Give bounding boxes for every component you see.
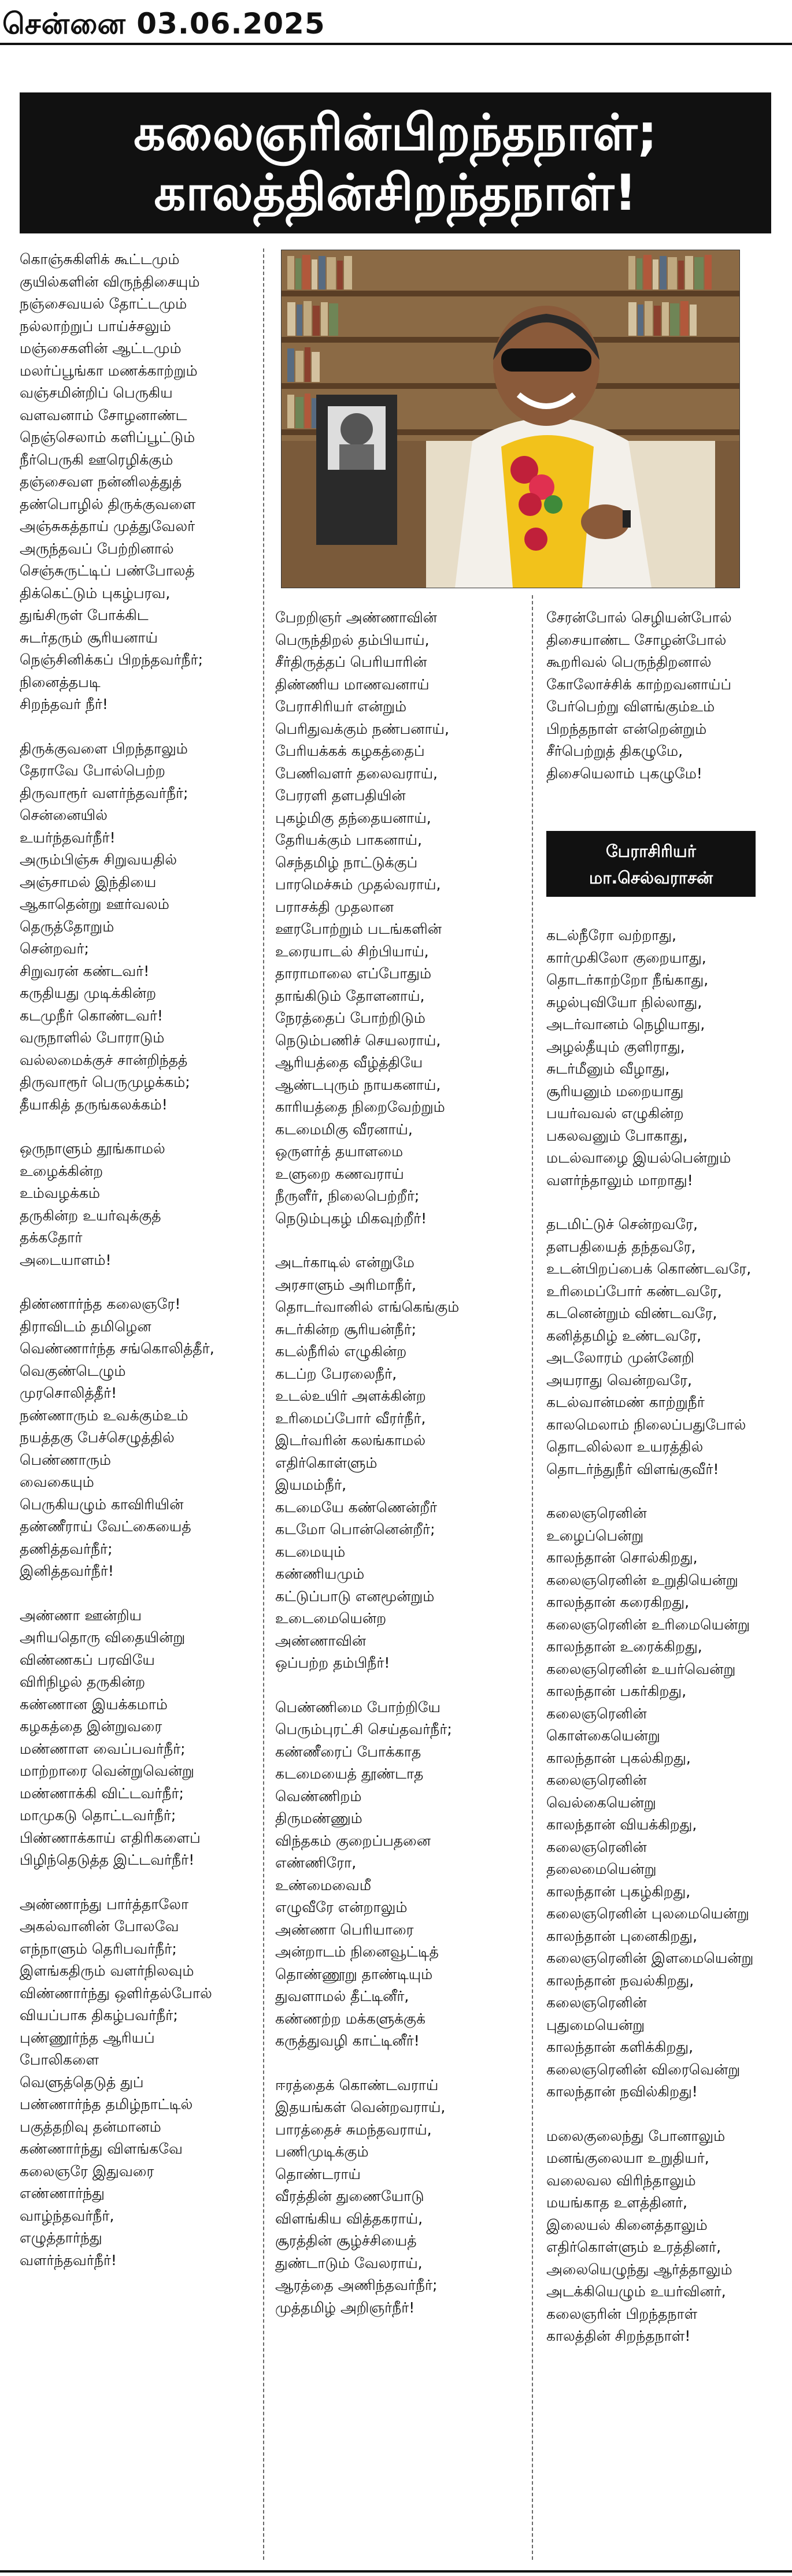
poem-line: நெஞ்செலாம் களிப்பூட்டும் xyxy=(20,429,195,446)
poem-line: மலர்ப்பூங்கா மணக்காற்றும் xyxy=(20,362,198,379)
poem-line: காலந்தான் நவல்கிறது, xyxy=(546,1972,694,1989)
poem-line: தாங்கிடும் தோளனாய், xyxy=(275,987,425,1004)
poem-line: அண்ணாவின் xyxy=(275,1632,367,1649)
poem-line: காலந்தான் புனைகிறது, xyxy=(546,1927,698,1944)
poem-line: பண்ணார்ந்த தமிழ்நாட்டில் xyxy=(20,2096,193,2113)
stanza xyxy=(20,1605,251,1872)
poem-line: உண்மைவைமீ xyxy=(275,1876,372,1894)
poem-line: பிண்ணாக்காய் எதிரிகளைப் xyxy=(20,1829,201,1846)
poem-line: எந்நாளும் தெரிபவர்நீர்; xyxy=(20,1940,177,1957)
stanza xyxy=(546,607,772,785)
poem-line: காலந்தான் வியக்கிறது, xyxy=(546,1816,697,1833)
poem-line: அடக்கியெழும் உயர்வினர், xyxy=(546,2283,726,2300)
poem-line: கலைஞரெனின் xyxy=(546,1705,647,1722)
poem-line: பேர்பெற்று விளங்கும்உம் xyxy=(546,698,715,715)
poem-line: பிறந்தநாள் என்றென்றும் xyxy=(546,720,707,737)
poem-line: தக்கதோர் xyxy=(20,1229,83,1246)
poem-line: கடல்நீரில் எழுகின்ற xyxy=(275,1343,407,1360)
stanza xyxy=(546,925,772,1192)
poem-line: கலைஞரெனின் புலமையென்று xyxy=(546,1905,749,1922)
stanza xyxy=(546,1502,772,2103)
poem-line: எண்ணிரோ, xyxy=(275,1854,357,1871)
poem-line: உயர்ந்தவர்நீர்! xyxy=(20,829,116,846)
poem-line: கலைஞரெனின் விரைவென்று xyxy=(546,2061,741,2078)
poem-line: விண்ணகப் பரவியே xyxy=(20,1651,155,1668)
poem-line: உரிமைப்போர் வீரர்நீர், xyxy=(275,1409,426,1427)
poem-line: தேரியக்கும் பாகனாய், xyxy=(275,832,422,848)
poem-line: அழல்தீயும் குளிராது, xyxy=(546,1038,685,1055)
poem-line: திராவிடம் தமிழென xyxy=(20,1317,151,1335)
poem-line: தொண்டராய் xyxy=(275,2165,361,2182)
poem-line: இதயங்கள் வென்றவராய், xyxy=(275,2099,446,2115)
poem-line: கடமையும் xyxy=(275,1543,346,1560)
poem-line: வஞ்சமின்றிப் பெருகிய xyxy=(20,384,173,401)
poem-line: கடமைமிகு வீரனாய், xyxy=(275,1120,413,1138)
poem-line: புதுமையென்று xyxy=(546,2016,645,2033)
poem-line: வலைவல விரிந்தாலும் xyxy=(546,2172,696,2189)
poem-line: திசையாண்ட சோழன்போல் xyxy=(546,631,727,648)
poem-line: சீர்திருத்தப் பெரியாரின் xyxy=(275,654,427,670)
poem-line: உளுறை கணவராய் xyxy=(275,1165,404,1182)
stanza xyxy=(20,1894,251,2272)
poem-line: ஆரியத்தை வீழ்த்தியே xyxy=(275,1054,423,1071)
poem-line: நல்லாற்றுப் பாய்ச்சலும் xyxy=(20,317,171,335)
poem-line: விரிநிழல் தருகின்ற xyxy=(20,1673,146,1690)
poem-line: குயில்களின் விருந்திசையும் xyxy=(20,273,200,290)
poem-line: காலந்தான் களிக்கிறது, xyxy=(546,2039,694,2055)
poem-line: தீயாகித் தருங்கலக்கம்! xyxy=(20,1096,168,1113)
poem-line: தாராமாலை எப்போதும் xyxy=(275,965,432,982)
poem-line: உம்வழக்கம் xyxy=(20,1185,100,1201)
poem-line: பெருகியழும் காவிரியின் xyxy=(20,1495,184,1513)
poem-line: வெல்கையென்று xyxy=(546,1794,656,1811)
poem-line: பெரும்புரட்சி செய்தவர்நீர்; xyxy=(275,1721,452,1738)
poem-line: தஞ்சைவள நன்னிலத்துத் xyxy=(20,473,182,490)
poem-line: பகலவனும் போகாது, xyxy=(546,1127,688,1144)
poem-line: கழகத்தை இன்றுவரை xyxy=(20,1718,162,1735)
poem-line: ஆரத்தை அணிந்தவர்நீர்; xyxy=(275,2277,438,2293)
poem-line: நயத்தகு பேச்செழுத்தில் xyxy=(20,1429,175,1446)
poem-line: சூரத்தின் சூழ்ச்சியைத் xyxy=(275,2232,417,2249)
poem-line: விளங்கிய வித்தகராய், xyxy=(275,2210,423,2227)
poem-line: அருந்தவப் பேற்றினால் xyxy=(20,540,174,557)
poem-line: எண்ணார்ந்து xyxy=(20,2185,105,2202)
poem-line: போலிகளை xyxy=(20,2051,99,2068)
poem-line: கலைஞரெனின் xyxy=(546,1772,647,1788)
poem-line: அஞ்சாமல் இந்தியை xyxy=(20,873,157,890)
stanza xyxy=(20,738,251,1116)
poem-line: முரசொலித்தீர்! xyxy=(20,1384,117,1401)
poem-line: மடல்வாழை இயல்பென்றும் xyxy=(546,1149,731,1166)
poem-line: உடல்உயிர் அளக்கின்ற xyxy=(275,1387,426,1404)
poem-line: கலைஞரெனின் இளமையென்று xyxy=(546,1950,754,1966)
poem-line: காலத்தின் சிறந்தநாள்! xyxy=(546,2328,691,2344)
poem-line: பேரியக்கக் கழகத்தைப் xyxy=(275,743,425,759)
poem-column-2 xyxy=(275,607,517,2341)
poem-line: காலமெலாம் நிலைப்பதுபோல் xyxy=(546,1416,746,1433)
poem-column-1 xyxy=(20,248,251,2293)
poem-line: பேறறிஞர் அண்ணாவின் xyxy=(275,609,437,626)
portrait-photo xyxy=(281,250,740,588)
poem-line: பகுத்தறிவு தன்மானம் xyxy=(20,2118,161,2135)
poem-line: காலந்தான் நவில்கிறது! xyxy=(546,2083,698,2100)
poem-line: சென்னையில் xyxy=(20,807,108,823)
poem-line: ஒருளர்த் தயாளமை xyxy=(275,1143,404,1160)
poem-line: துண்டாடும் வேலராய், xyxy=(275,2254,423,2271)
poem-line: வெளுத்தெடுத் துப் xyxy=(20,2073,144,2091)
poem-line: தளபதியைத் தந்தவரே, xyxy=(546,1238,696,1255)
poem-line: ஆண்டபுரும் நாயகனாய், xyxy=(275,1076,441,1093)
poem-line: கொள்கையென்று xyxy=(546,1727,660,1744)
poem-line: இனித்தவர்நீர்! xyxy=(20,1562,114,1579)
poem-line: கண்ணார்ந்து விளங்கவே xyxy=(20,2140,183,2157)
poem-line: அஞ்சுகத்தாய் முத்துவேலர் xyxy=(20,518,195,534)
poem-line: சிறுவரன் கண்டவர்! xyxy=(20,962,150,979)
poem-line: திருக்குவளை பிறந்தாலும் xyxy=(20,740,188,757)
stanza xyxy=(20,1138,251,1271)
poem-line: உடன்பிறப்பைக் கொண்டவரே, xyxy=(546,1260,752,1277)
poem-line: நீர்பெருகி ஊரெழிக்கும் xyxy=(20,451,173,468)
poem-line: கலைஞரெனின் உரிமையென்று xyxy=(546,1616,750,1633)
poem-line: சென்றவர்; xyxy=(20,940,89,957)
poem-line: கண்ணற்ற மக்களுக்குக் xyxy=(275,2010,425,2027)
poem-line: எதிர்கொள்ளும் உரத்தினர், xyxy=(546,2239,721,2255)
poem-line: திருவாரூர் வளர்ந்தவர்நீர்; xyxy=(20,784,188,801)
poem-line: தண்பொழில் திருக்குவளை xyxy=(20,495,196,513)
poem-line: பாரமெச்சும் முதல்வராய், xyxy=(275,876,441,893)
poem-line: நண்ணாரும் உவக்கும்உம் xyxy=(20,1406,188,1424)
poem-line: மாமுகடு தொட்டவர்நீர்; xyxy=(20,1807,176,1824)
poem-line: நெடும்பணிச் செயலராய், xyxy=(275,1031,441,1049)
poem-line: அலையெழுந்து ஆர்த்தாலும் xyxy=(546,2261,732,2278)
poem-line: திக்கெட்டும் புகழ்பரவ, xyxy=(20,584,171,602)
headline-line-1: கலைஞரின்பிறந்தநாள்; xyxy=(134,104,657,162)
poem-line: அண்ணா பெரியாரை xyxy=(275,1921,414,1938)
stanza xyxy=(275,1697,517,2052)
stanza xyxy=(546,1213,772,1480)
poem-line: கண்ணியமும் xyxy=(275,1565,365,1582)
poem-line: காலந்தான் புகழ்கிறது, xyxy=(546,1883,691,1900)
bottom-rule xyxy=(0,2570,792,2573)
poem-line: வெகுண்டெழும் xyxy=(20,1362,126,1379)
poem-line: உடைமையென்ற xyxy=(275,1610,387,1627)
poem-line: காலந்தான் உரைக்கிறது, xyxy=(546,1638,702,1655)
poem-line: இயமம்நீர், xyxy=(275,1476,347,1493)
poem-line: தணித்தவர்நீர்; xyxy=(20,1540,113,1557)
poem-line: வருநாளில் போராடும் xyxy=(20,1029,165,1046)
poem-line: கார்முகிலோ குறையாது, xyxy=(546,949,706,966)
poem-line: பயர்வவல் எழுகின்ற xyxy=(546,1105,684,1122)
poem-line: அடலோரம் முன்னேறி xyxy=(546,1349,694,1366)
poem-line: கருத்துவழி காட்டினீர்! xyxy=(275,2032,420,2049)
poem-line: பெண்ணிமை போற்றியே xyxy=(275,1698,441,1716)
poem-line: கலைஞரெனின் xyxy=(546,1838,647,1855)
poem-line: கடமையே கண்ணென்றீர் xyxy=(275,1498,438,1516)
poem-line: உழைக்கின்ற xyxy=(20,1162,103,1179)
poem-line: மலைகுலைந்து போனாலும் xyxy=(546,2127,726,2144)
poem-line: ஈரத்தைக் கொண்டவராய் xyxy=(275,2076,439,2094)
stanza xyxy=(546,2125,772,2348)
poem-line: திருமண்ணும் xyxy=(275,1810,362,1827)
poem-line: வாழ்ந்தவர்நீர், xyxy=(20,2207,114,2224)
poem-line: ஒருநாளும் தூங்காமல் xyxy=(20,1140,165,1157)
poem-line: தடமிட்டுச் சென்றவரே, xyxy=(546,1216,698,1233)
poem-line: அரியதொரு விதையின்று xyxy=(20,1629,186,1646)
poem-line: கனித்தமிழ் உண்டவரே, xyxy=(546,1327,702,1344)
author-byline xyxy=(546,831,756,897)
poem-line: மண்ணாக்கி விட்டவர்நீர்; xyxy=(20,1784,184,1802)
poem-line: கடல்வான்மண் காற்றுநீர் xyxy=(546,1394,705,1411)
poem-line: மாற்றாரை வென்றுவென்று xyxy=(20,1762,194,1779)
poem-line: நெஞ்சினிக்கப் பிறந்தவர்நீர்; xyxy=(20,651,203,668)
poem-line: கண்ணான இயக்கமாம் xyxy=(20,1695,168,1713)
poem-line: பணிமுடிக்கும் xyxy=(275,2143,369,2160)
poem-line: ஆகாதென்று ஊர்வலம் xyxy=(20,896,169,912)
poem-line: கடமையைத் தூண்டாத xyxy=(275,1765,424,1782)
poem-line: மண்ணாள வைப்பவர்நீர்; xyxy=(20,1740,186,1757)
poem-line: காலந்தான் பகர்கிறது, xyxy=(546,1683,687,1699)
poem-line: பேரரளி தளபதியின் xyxy=(275,787,406,804)
poem-line: தேராவே போல்பெற்ற xyxy=(20,762,165,779)
poem-line: மயங்காத உளத்தினர், xyxy=(546,2194,687,2211)
header-rule xyxy=(0,43,792,45)
poem-line: பெரிதுவக்கும் நண்பனாய், xyxy=(275,720,449,737)
author-title: பேராசிரியர் xyxy=(606,841,696,861)
poem-line: அரசாளும் அரிமாநீர், xyxy=(275,1276,416,1293)
poem-line: அண்ணாந்து பார்த்தாலோ xyxy=(20,1895,189,1913)
poem-line: திண்ணார்ந்த கலைஞரே! xyxy=(20,1296,181,1312)
poem-line: காலந்தான் புகல்கிறது, xyxy=(546,1749,691,1766)
poem-line: பெண்ணாரும் xyxy=(20,1451,112,1468)
poem-line: தொடர்ந்துநீர் விளங்குவீர்! xyxy=(546,1460,719,1478)
poem-line: அண்ணா ஊன்றிய xyxy=(20,1606,142,1624)
poem-line: சுடர்மீனும் வீழாது, xyxy=(546,1060,670,1077)
poem-line: கலைஞரெனின் xyxy=(546,1505,647,1521)
headline-line-2: காலத்தின்சிறந்தநாள்! xyxy=(154,164,637,222)
poem-line: ஊரபோற்றும் படங்களின் xyxy=(275,920,442,937)
poem-line: கடனென்றும் விண்டவரே, xyxy=(546,1305,717,1322)
poem-line: கலைஞரெனின் உயர்வென்று xyxy=(546,1660,736,1677)
poem-line: உரையாடல் சிற்பியாய், xyxy=(275,942,429,960)
masthead xyxy=(0,0,792,51)
city-date: சென்னை 03.06.2025 xyxy=(2,7,325,40)
poem-line: அடர்காடில் என்றுமே xyxy=(275,1254,414,1271)
stanza xyxy=(275,1252,517,1675)
poem-line: தெருத்தோறும் xyxy=(20,918,114,935)
poem-line: புண்ணூர்ந்த ஆரியப் xyxy=(20,2029,155,2046)
poem-line: முத்தமிழ் அறிஞர்நீர்! xyxy=(275,2299,415,2316)
poem-line: கூறரிவல் பெருந்திறனால் xyxy=(546,654,712,670)
poem-line: அடையாளம்! xyxy=(20,1251,112,1268)
poem-line: வீரத்தின் துணையோடு xyxy=(275,2188,424,2204)
poem-line: நஞ்சைவயல் தோட்டமும் xyxy=(20,295,187,312)
poem-line: விந்தகம் குறைப்பதனை xyxy=(275,1832,431,1849)
column-divider xyxy=(532,595,533,2560)
stanza xyxy=(275,2074,517,2319)
poem-line: வெண்ணிறம் xyxy=(275,1787,362,1805)
poem-line: கருதியது முடிக்கின்ற xyxy=(20,985,157,1001)
poem-line: கடப்ற பேரலைநீர், xyxy=(275,1365,397,1382)
poem-line: திருவாரூர் பெருமுழக்கம்; xyxy=(20,1074,190,1090)
poem-line: இலையல் கினைத்தாலும் xyxy=(546,2216,708,2233)
poem-column-3-intro xyxy=(546,607,772,807)
poem-line: கலைஞரெனின் உறுதியென்று xyxy=(546,1571,738,1588)
poem-line: சீர்பெற்றுத் திகழுமே, xyxy=(546,743,683,759)
poem-line: கட்டுப்பாடு எனமூன்றும் xyxy=(275,1587,435,1605)
poem-line: வல்லமைக்குச் சான்றிந்தத் xyxy=(20,1051,188,1068)
poem-line: செந்தமிழ் நாட்டுக்குப் xyxy=(275,853,418,871)
poem-line: தண்ணீராய் வேட்கையைத் xyxy=(20,1518,191,1535)
poem-line: அகல்வானின் போலவே xyxy=(20,1918,179,1935)
poem-line: செஞ்சுருட்டிப் பண்போலத் xyxy=(20,562,195,579)
poem-line: பேராசிரியர் என்றும் xyxy=(275,698,407,715)
stanza xyxy=(275,607,517,1230)
poem-line: பெருந்திறல் தம்பியாய், xyxy=(275,631,430,648)
poem-line: திசையெலாம் புகழுமே! xyxy=(546,764,702,782)
poem-line: எழுத்தார்ந்து xyxy=(20,2229,102,2246)
poem-line: புகழ்மிகு தந்தையனாய், xyxy=(275,809,431,826)
poem-line: சேரன்போல் செழியன்போல் xyxy=(546,609,732,626)
poem-line: காலந்தான் சொல்கிறது, xyxy=(546,1549,698,1566)
headline-box xyxy=(20,92,771,233)
poem-line: தொடர்வானில் எங்கெங்கும் xyxy=(275,1298,460,1315)
poem-line: வளர்ந்தாலும் மாறாது! xyxy=(546,1171,693,1189)
poem-line: தருகின்ற உயர்வுக்குத் xyxy=(20,1207,161,1224)
poem-line: தொடர்காற்றோ நீங்காது, xyxy=(546,971,709,988)
poem-line: நினைத்தபடி xyxy=(20,673,101,691)
poem-line: அடர்வானம் நெழியாது, xyxy=(546,1016,705,1033)
poem-line: துவளாமல் தீட்டினீர், xyxy=(275,1988,409,2005)
poem-line: காரியத்தை நிறைவேற்றும் xyxy=(275,1098,445,1115)
poem-line: கண்ணீரைப் போக்காத xyxy=(275,1743,421,1760)
poem-line: ஒப்பற்ற தம்பிநீர்! xyxy=(275,1654,390,1671)
poem-line: கலைஞரெனின் xyxy=(546,1994,647,2011)
poem-line: கடமுநீர் கொண்டவர்! xyxy=(20,1007,163,1024)
poem-line: விண்ணார்ந்து ஒளிர்தல்போல் xyxy=(20,1984,212,2002)
poem-line: எதிர்கொள்ளும் xyxy=(275,1454,378,1471)
poem-line: கொஞ்சுகிளிக் கூட்டமும் xyxy=(20,251,180,268)
poem-line: வியப்பாக திகழ்பவர்நீர்; xyxy=(20,2007,178,2024)
poem-line: நேரத்தைப் போற்றிடும் xyxy=(275,1009,425,1026)
poem-line: தொண்ணூறு தாண்டியும் xyxy=(275,1965,433,1983)
poem-line: மஞ்சைகளின் ஆட்டமும் xyxy=(20,340,182,357)
poem-line: கோலோச்சிக் காற்றவனாய்ப் xyxy=(546,675,732,693)
poem-line: கடமோ பொன்னென்றீர்; xyxy=(275,1521,435,1538)
portrait-illustration xyxy=(282,250,739,588)
poem-line: எழுவீரே என்றாலும் xyxy=(275,1899,408,1916)
poem-line: காலந்தான் கரைகிறது, xyxy=(546,1594,690,1610)
poem-line: இடர்வரின் கலங்காமல் xyxy=(275,1432,425,1449)
poem-line: பராசக்தி முதலான xyxy=(275,898,394,915)
poem-line: கலைஞரே இதுவரை xyxy=(20,2162,154,2180)
poem-line: கடல்நீரோ வற்றாது, xyxy=(546,927,676,944)
poem-line: பாரத்தைச் சுமந்தவராய், xyxy=(275,2121,432,2138)
poem-line: வைகையும் xyxy=(20,1473,94,1490)
poem-line: சுடர்தரும் சூரியனாய் xyxy=(20,629,158,646)
poem-line: தொடலில்லா உயரத்தில் xyxy=(546,1438,704,1455)
poem-line: கலைஞரின் பிறந்தநாள் xyxy=(546,2305,698,2322)
poem-line: நெடும்புகழ் மிகவுற்றீர்! xyxy=(275,1209,427,1227)
poem-line: சுழல்புவியோ நில்லாது, xyxy=(546,993,702,1011)
poem-line: சுடர்கின்ற சூரியன்நீர்; xyxy=(275,1320,417,1338)
poem-line: அரும்பிஞ்சு சிறுவயதில் xyxy=(20,851,177,868)
author-name: மா.செல்வராசன் xyxy=(589,868,713,888)
poem-line: சூரியனும் மறையாது xyxy=(546,1082,684,1100)
poem-line: உரிமைப்போர் கண்டவரே, xyxy=(546,1282,722,1300)
poem-line: துங்சிருள் போக்கிட xyxy=(20,607,149,623)
poem-line: பேணிவளர் தலைவராய், xyxy=(275,764,438,782)
poem-line: அயராது வென்றவரே, xyxy=(546,1371,693,1389)
column-divider xyxy=(263,248,264,2560)
poem-line: உழைப்பென்று xyxy=(546,1527,644,1544)
poem-column-3 xyxy=(546,925,772,2370)
poem-line: அன்றாடம் நினைவூட்டித் xyxy=(275,1943,439,1960)
poem-line: திண்ணிய மாணவனாய் xyxy=(275,675,430,693)
poem-line: வளர்ந்தவர்நீர்! xyxy=(20,2251,117,2269)
poem-line: வளவனாம் சோழனாண்ட xyxy=(20,406,187,424)
poem-line: இளங்கதிரும் வளர்நிலவும் xyxy=(20,1962,194,1979)
poem-line: பிழிந்தெடுத்த இட்டவர்நீர்! xyxy=(20,1851,195,1868)
poem-line: வெண்ணார்ந்த சங்கொலித்தீர், xyxy=(20,1340,214,1357)
poem-line: தலைமையென்று xyxy=(546,1861,657,1877)
poem-line: மனங்குலையா உறுதியர், xyxy=(546,2150,709,2166)
stanza xyxy=(20,1293,251,1583)
stanza xyxy=(20,248,251,716)
poem-line: சிறந்தவர் நீர்! xyxy=(20,696,108,712)
poem-line: நீருளீர், நிலைபெற்றீர்; xyxy=(275,1187,420,1204)
